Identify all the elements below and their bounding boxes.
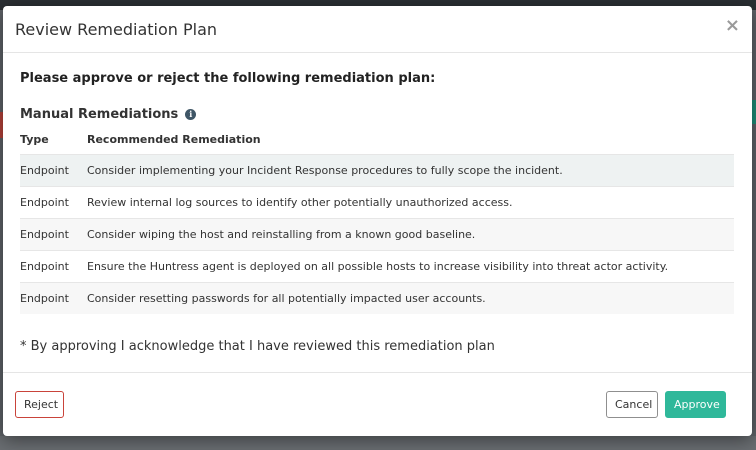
row-type: Endpoint [20, 228, 69, 241]
background-app-footer [0, 436, 756, 450]
table-row [20, 186, 734, 218]
row-type: Endpoint [20, 164, 69, 177]
table-row [20, 218, 734, 250]
section-title [20, 107, 196, 122]
row-remediation: Review internal log sources to identify other potentially unauthorized access. [87, 196, 513, 209]
background-app-element [752, 100, 756, 124]
intro-text: Please approve or reject the following remediation plan: [20, 71, 436, 86]
table-row [20, 282, 734, 314]
row-remediation: Consider wiping the host and reinstalling from a known good baseline. [87, 228, 476, 241]
row-type: Endpoint [20, 196, 69, 209]
row-remediation: Consider resetting passwords for all potentially impacted user accounts. [87, 292, 486, 305]
cancel-button[interactable]: Cancel [606, 391, 658, 418]
row-type: Endpoint [20, 292, 69, 305]
row-remediation: Consider implementing your Incident Response procedures to fully scope the incident. [87, 164, 563, 177]
section-title-label: Manual Remediations [20, 107, 179, 122]
review-remediation-modal [3, 6, 752, 436]
row-type: Endpoint [20, 260, 69, 273]
modal-title: Review Remediation Plan [15, 20, 218, 39]
remediation-table [20, 124, 734, 314]
table-body [20, 154, 734, 314]
info-icon[interactable]: i [185, 109, 196, 120]
modal-footer [3, 372, 752, 436]
column-header-remediation: Recommended Remediation [87, 132, 261, 146]
close-icon[interactable]: × [724, 15, 740, 36]
table-row [20, 154, 734, 186]
reject-button[interactable]: Reject [15, 391, 64, 418]
approve-button[interactable]: Approve [665, 391, 726, 418]
row-remediation: Ensure the Huntress agent is deployed on all possible hosts to increase visibility into threat actor activity. [87, 260, 669, 273]
acknowledgement-text: * By approving I acknowledge that I have reviewed this remediation plan [20, 339, 495, 354]
table-row [20, 250, 734, 282]
table-header [20, 124, 734, 154]
modal-header [3, 6, 752, 53]
column-header-type: Type [20, 132, 49, 146]
